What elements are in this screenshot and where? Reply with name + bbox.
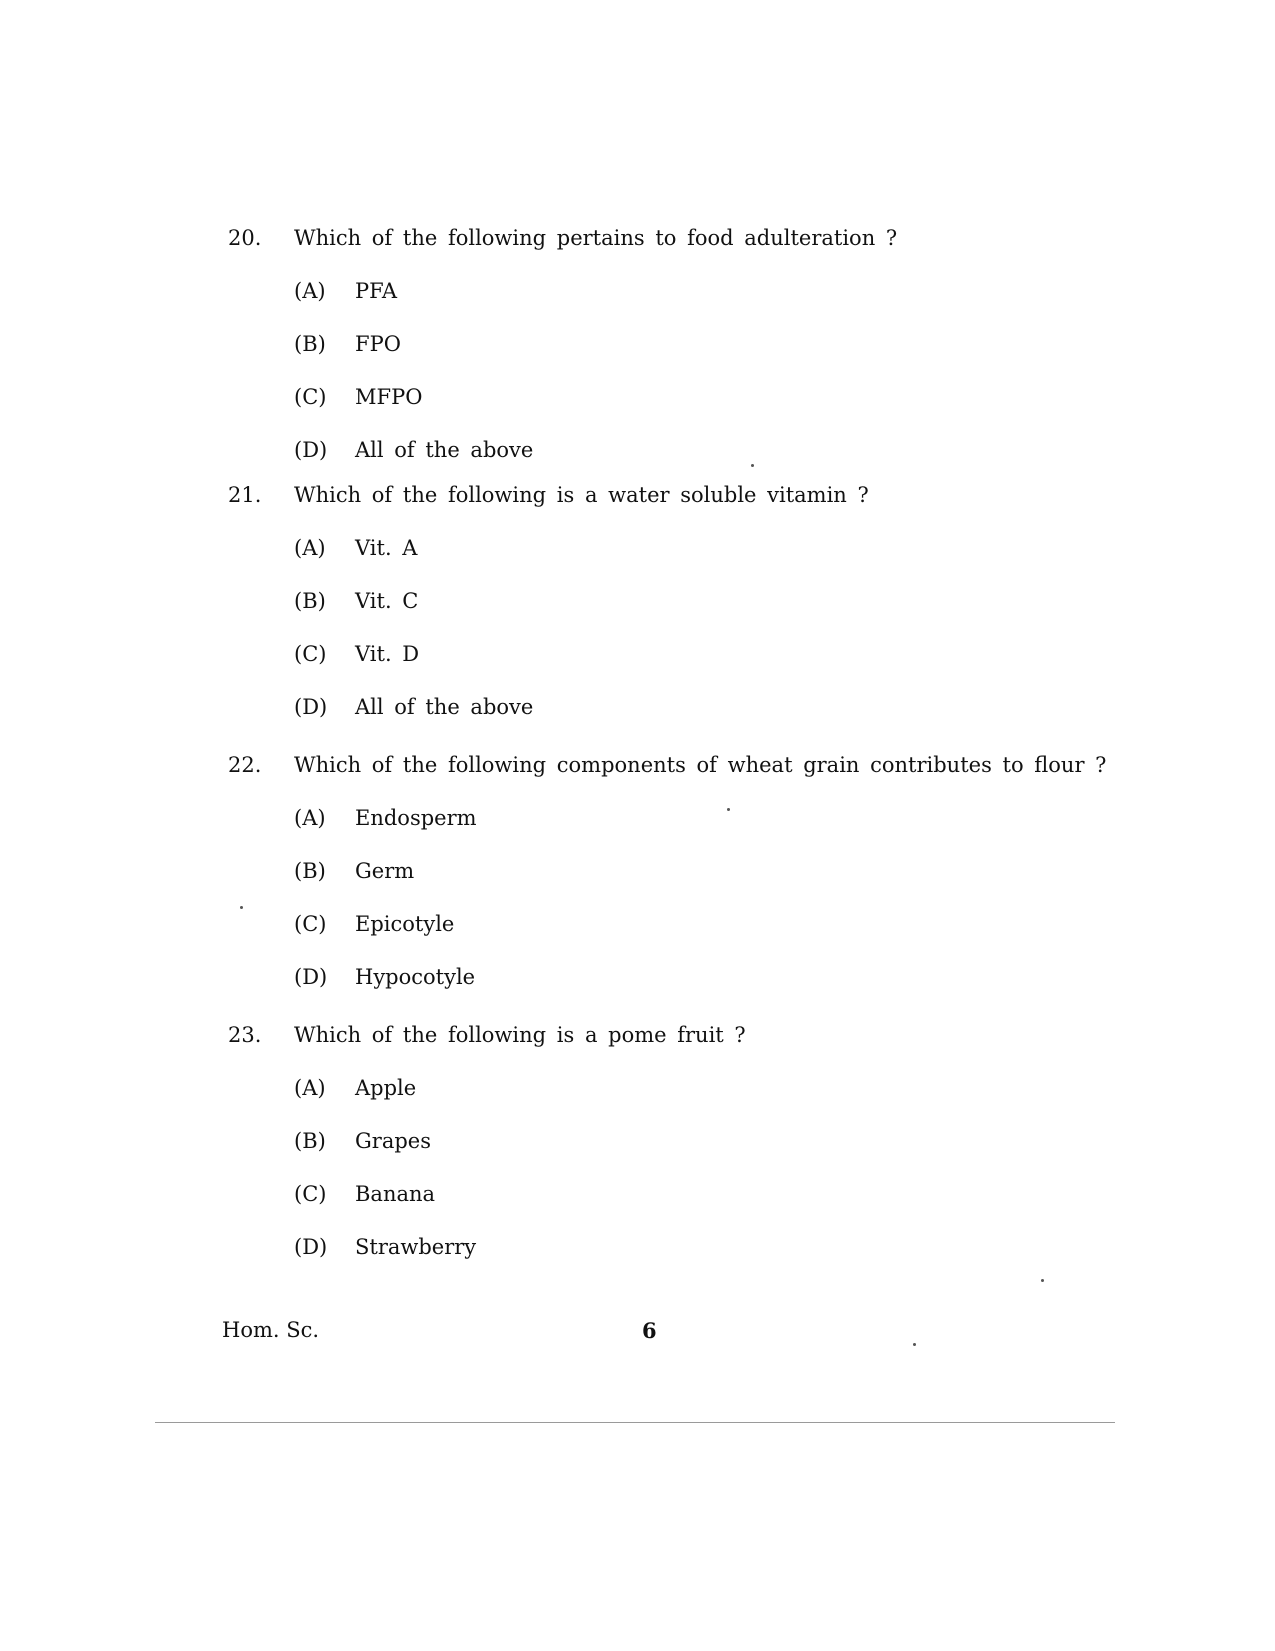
option-text: Apple [355,1076,417,1100]
scan-speck [751,464,754,467]
option-text: FPO [355,332,401,356]
option-d [228,957,1128,997]
subject-code: Hom. Sc. [222,1318,320,1342]
question-text: Which of the following pertains to food adulteration ? [294,226,898,250]
option-b [228,851,1128,891]
question-22 [228,745,1128,997]
question-21 [228,475,1128,727]
question-stem [228,1015,1128,1055]
question-number: 22. [228,753,262,777]
option-c [228,634,1128,674]
option-letter: (D) [294,965,328,989]
question-20 [228,218,1128,470]
option-d [228,1227,1128,1267]
question-23 [228,1015,1128,1267]
option-text: Hypocotyle [355,965,476,989]
option-text: Grapes [355,1129,431,1153]
question-text: Which of the following is a pome fruit ? [294,1023,746,1047]
option-a [228,798,1128,838]
option-b [228,581,1128,621]
option-letter: (D) [294,438,328,462]
option-d [228,687,1128,727]
option-a [228,528,1128,568]
option-b [228,1121,1128,1161]
option-text: Banana [355,1182,436,1206]
option-b [228,324,1128,364]
option-letter: (B) [294,859,326,883]
option-letter: (A) [294,806,326,830]
question-number: 23. [228,1023,262,1047]
question-number: 20. [228,226,262,250]
option-c [228,1174,1128,1214]
option-text: Strawberry [355,1235,477,1259]
option-text: Vit. D [355,642,420,666]
page-number: 6 [642,1318,657,1343]
option-letter: (D) [294,695,328,719]
option-letter: (B) [294,1129,326,1153]
question-text: Which of the following components of wheat grain contributes to flour ? [294,753,1107,777]
page-divider [155,1422,1115,1423]
scan-speck [727,808,730,811]
question-text: Which of the following is a water soluble vitamin ? [294,483,869,507]
option-letter: (A) [294,536,326,560]
option-letter: (D) [294,1235,328,1259]
option-text: All of the above [355,438,534,462]
option-text: PFA [355,279,398,303]
option-letter: (C) [294,912,327,936]
scan-speck [1041,1279,1044,1282]
option-letter: (A) [294,279,326,303]
option-letter: (A) [294,1076,326,1100]
question-stem [228,218,1128,258]
option-text: All of the above [355,695,534,719]
option-letter: (C) [294,1182,327,1206]
option-text: Germ [355,859,415,883]
scan-speck [240,906,243,909]
option-text: Vit. A [355,536,418,560]
option-text: MFPO [355,385,423,409]
question-stem [228,745,1128,785]
option-letter: (B) [294,332,326,356]
scan-speck [913,1343,916,1346]
option-letter: (B) [294,589,326,613]
option-text: Epicotyle [355,912,455,936]
option-a [228,1068,1128,1108]
option-c [228,377,1128,417]
option-letter: (C) [294,642,327,666]
option-letter: (C) [294,385,327,409]
option-d [228,430,1128,470]
option-c [228,904,1128,944]
option-text: Endosperm [355,806,477,830]
option-a [228,271,1128,311]
option-text: Vit. C [355,589,419,613]
question-number: 21. [228,483,262,507]
question-stem [228,475,1128,515]
